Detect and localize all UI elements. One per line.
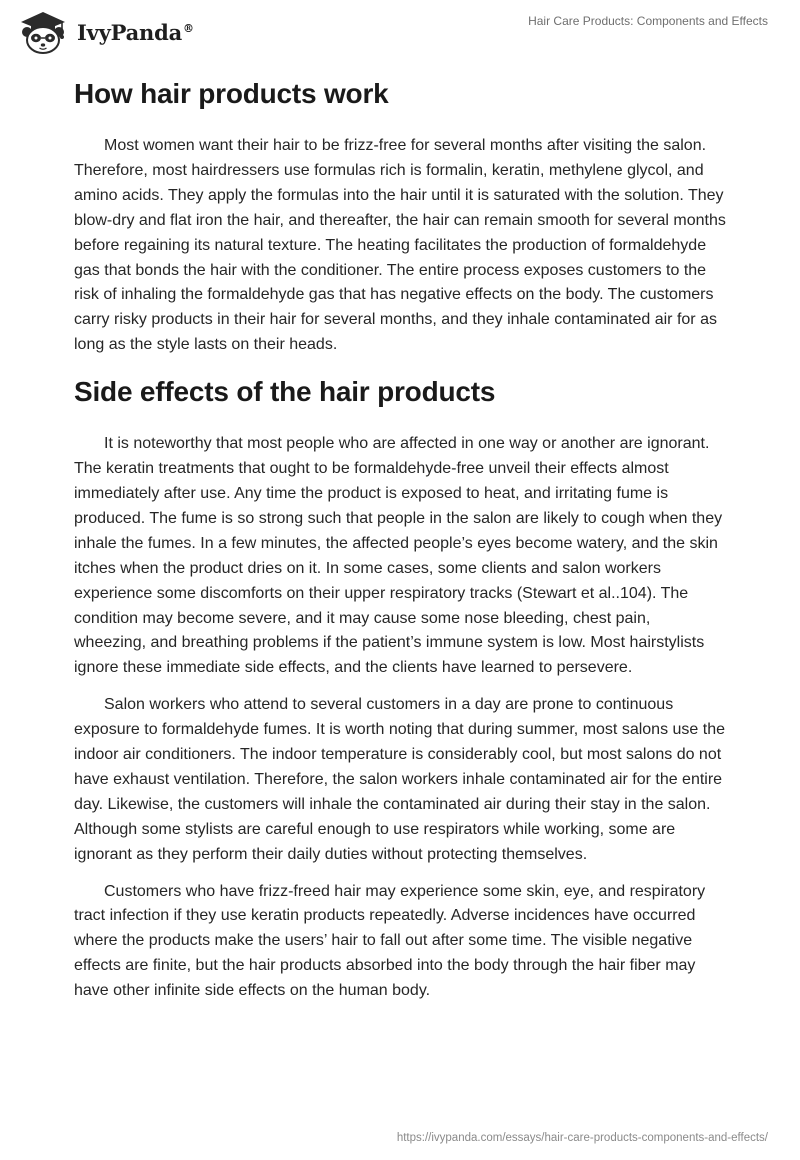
section-heading-how-products-work: How hair products work — [74, 78, 389, 109]
panda-graduate-icon — [15, 10, 71, 54]
document-title: Hair Care Products: Components and Effects — [528, 14, 768, 28]
registered-mark: ® — [183, 21, 194, 35]
page-header — [0, 0, 800, 70]
brand-logo[interactable] — [15, 10, 194, 54]
paragraph: Customers who have frizz-freed hair may experience some skin, eye, and respiratory tract infection if they use keratin products repeatedly. Adverse incidences have occurred where the products make the users’ hair to fall out after some time. The visible negative effects are finite, but the hair products absorbed into the body through the hair fiber may have other infinite side effects on the human body. — [74, 882, 706, 1000]
paragraph: Most women want their hair to be frizz-free for several months after visiting the salon. Therefore, most hairdressers use formulas rich is formalin, keratin, methylene glycol, and amino acids. They apply the formulas into the hair until it is saturated with the solution. They blow-dry and flat iron the hair, and thereafter, the hair can remain smooth for several months before regaining its natural texture. The heating facilitates the production of formaldehyde gas that bonds the hair with the conditioner. The entire process exposes customers to the risk of inhaling the formaldehyde gas that has negative effects on the body. The customers carry risky products in their hair for several months, and they inhale contaminated air for as long as the style lasts on their heads. — [74, 137, 726, 354]
article-body — [74, 72, 726, 1016]
paragraph: It is noteworthy that most people who are affected in one way or another are ignorant. The keratin treatments that ought to be formaldehyde-free unveil their effects almost immediately after use. Any time the product is exposed to heat, and irritating fume is produced. The fume is so strong such that people in the salon are likely to cough when they inhale the fumes. In a few minutes, the affected people’s eyes become watery, and the skin itches when the product dries on it. In some cases, some clients and salon workers experience some discomforts on their upper respiratory tracks (Stewart et al..104). The condition may become severe, and it may cause some nose bleeding, chest pain, wheezing, and breathing problems if the patient’s immune system is low. Most hairstylists ignore these immediate side effects, and the clients have learned to persevere. — [74, 435, 723, 677]
section-heading-side-effects: Side effects of the hair products — [74, 376, 496, 408]
brand-name: IvyPanda® — [77, 19, 194, 45]
paragraph: Salon workers who attend to several customers in a day are prone to continuous exposure to formaldehyde fumes. It is worth noting that during summer, most salons use the indoor air conditioners. The indoor temperature is considerably cool, but most salons do not have exhaust ventilation. Therefore, the salon workers inhale contaminated air for the entire day. Likewise, the customers will inhale the contaminated air during their stay in the salon. Although some stylists are careful enough to use respirators while working, some are ignorant as they perform their daily duties without protecting themselves. — [74, 696, 725, 863]
source-url-link[interactable]: https://ivypanda.com/essays/hair-care-products-components-and-effects/ — [396, 1132, 768, 1144]
